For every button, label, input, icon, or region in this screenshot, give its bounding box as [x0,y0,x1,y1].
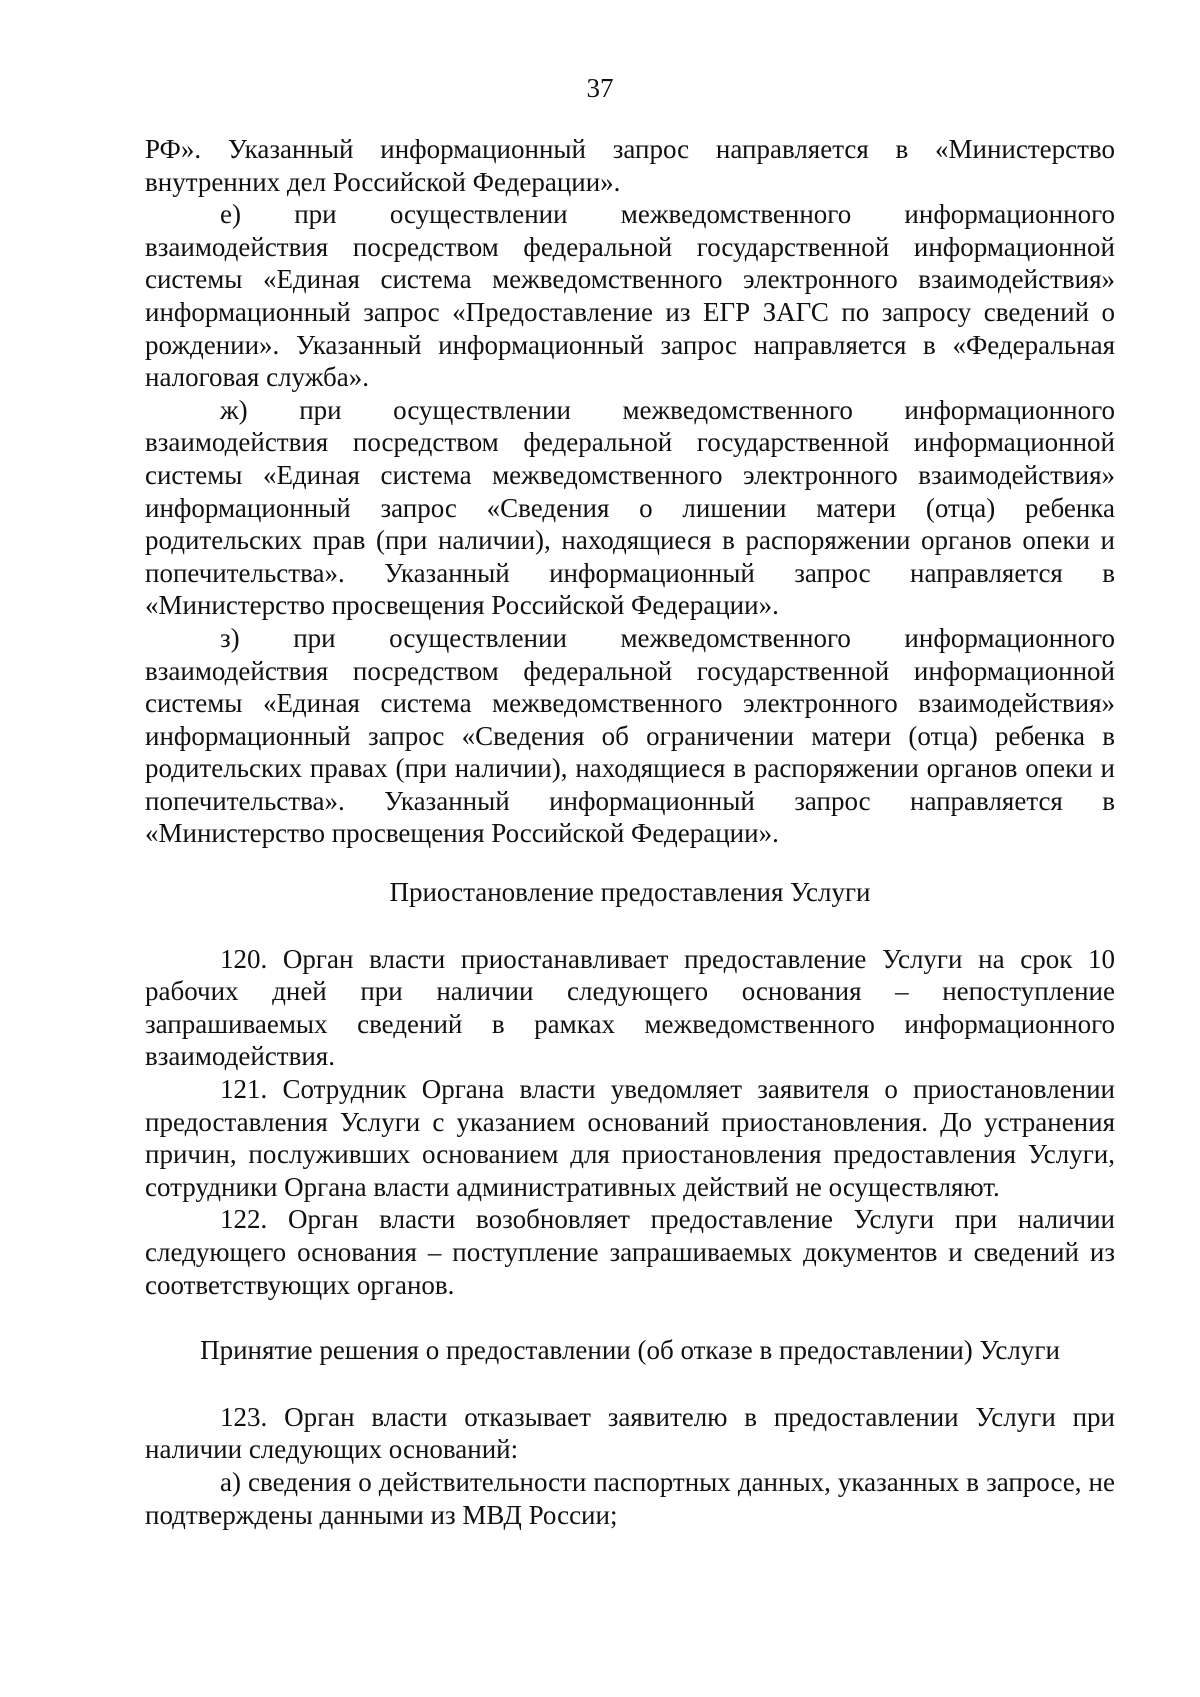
section-heading-suspension: Приостановление предоставления Услуги [389,877,871,908]
document-body [145,133,1115,1531]
paragraph-item-z: з) при осуществлении межведомственного информационного взаимодействия посредством федеральной государственной информационной системы «Единая система межведомственного электронного взаимодействия» информационный запрос «Сведения об ограничении матери (отца) ребенка в родительских правах (при наличии), находящиеся в распоряжении органов опеки и попечительства». Указанный информационный запрос направляется в «Министерство просвещения Российской Федерации». [145,622,1115,849]
paragraph-123: 123. Орган власти отказывает заявителю в предоставлении Услуги при наличии следующих оснований: [145,1401,1115,1465]
paragraph-intro: РФ». Указанный информационный запрос направляется в «Министерство внутренних дел Российской Федерации». [145,134,1115,197]
paragraph-item-e: е) при осуществлении межведомственного информационного взаимодействия посредством федеральной государственной информационной системы «Единая система межведомственного электронного взаимодействия» информационный запрос «Предоставление из ЕГР ЗАГС по запросу сведений о рождении». Указанный информационный запрос направляется в «Федеральная налоговая служба». [145,199,1115,393]
section-heading-decision: Принятие решения о предоставлении (об отказе в предоставлении) Услуги [200,1335,1060,1366]
paragraph-120: 120. Орган власти приостанавливает предоставление Услуги на срок 10 рабочих дней при наличии следующего основания – непоступление запрашиваемых сведений в рамках межведомственного информационного взаимодействия. [145,943,1115,1072]
paragraph-123-a: а) сведения о действительности паспортных данных, указанных в запросе, не подтверждены данными из МВД России; [145,1466,1115,1530]
page-number: 37 [586,73,614,103]
paragraph-122: 122. Орган власти возобновляет предоставление Услуги при наличии следующего основания – поступление запрашиваемых документов и сведений из соответствующих органов. [145,1204,1115,1300]
paragraph-item-zh: ж) при осуществлении межведомственного информационного взаимодействия посредством федеральной государственной информационной системы «Единая система межведомственного электронного взаимодействия» информационный запрос «Сведения о лишении матери (отца) ребенка родительских прав (при наличии), находящиеся в распоряжении органов опеки и попечительства». Указанный информационный запрос направляется в «Министерство просвещения Российской Федерации». [145,394,1115,621]
paragraph-121: 121. Сотрудник Органа власти уведомляет заявителя о приостановлении предоставления Услуги с указанием оснований приостановления. До устранения причин, послуживших основанием для приостановления предоставления Услуги, сотрудники Органа власти административных действий не осуществляют. [145,1074,1115,1202]
